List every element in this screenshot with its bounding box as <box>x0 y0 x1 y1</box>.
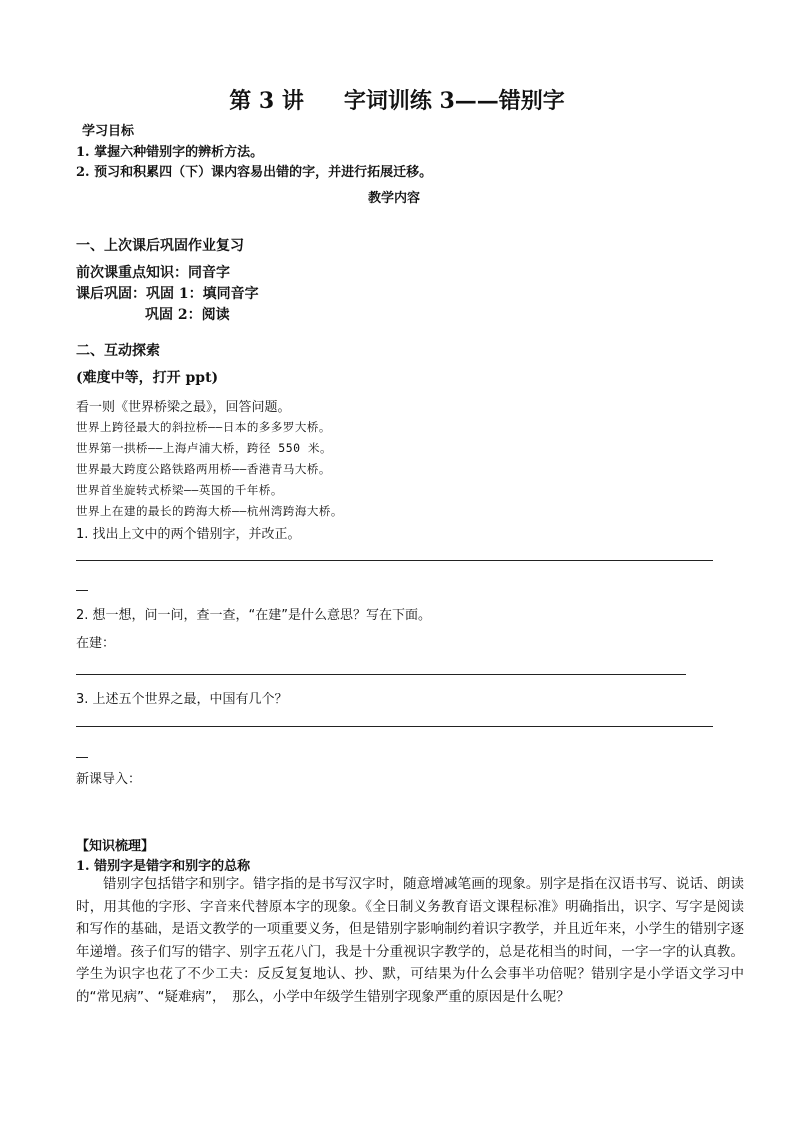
question-2: 2. 想一想，问一问，查一查，“在建”是什么意思？写在下面。 <box>76 608 432 623</box>
new-lesson-label: 新课导入： <box>76 772 142 787</box>
section1-heading: 一、上次课后巩固作业复习 <box>76 238 244 254</box>
section1-line-2: 课后巩固：巩固 1：填同音字 <box>76 286 259 302</box>
bridge-fact-3: 世界最大跨度公路铁路两用桥——香港青马大桥。 <box>76 462 331 476</box>
answer-line-1-dash <box>76 590 88 591</box>
section1-line-1: 前次课重点知识：同音字 <box>76 265 230 281</box>
objective-item-2: 2. 预习和积累四（下）课内容易出错的字，并进行拓展迁移。 <box>76 165 433 180</box>
bridge-fact-1: 世界上跨径最大的斜拉桥——日本的多多罗大桥。 <box>76 420 331 434</box>
answer-line-3 <box>76 726 713 727</box>
section2-heading: 二、互动探索 <box>76 343 160 359</box>
knowledge-paragraph: 错别字包括错字和别字。错字指的是书写汉字时，随意增减笔画的现象。别字是指在汉语书写、说话、朗读时，用其他的字形、字音来代替原本字的现象。《全日制义务教育语文课程标准》明确指出，识字、写字是阅读和写作的基础，是语文教学的一项重要义务，但是错别字影响制约着识字教学，并且近年来，小学生的错别字逐年递增。孩子们写的错字、别字五花八门，我是十分重视识字教学的，总是花相当的时间，一字一字的认真教。学生为识字也花了不少工夫：反反复复地认、抄、默，可结果为什么会事半功倍呢？错别字是小学语文学习中的“常见病”、“疑难病”， 那么，小学中年级学生错别字现象严重的原因是什么呢？ <box>76 876 744 1005</box>
bridge-fact-5: 世界上在建的最长的跨海大桥——杭州湾跨海大桥。 <box>76 504 343 518</box>
objectives-heading: 学习目标 <box>82 124 135 139</box>
question-1: 1. 找出上文中的两个错别字，并改正。 <box>76 527 301 542</box>
knowledge-subheading: 1. 错别字是错字和别字的总称 <box>76 859 251 874</box>
section2-note: (难度中等，打开 ppt) <box>76 370 219 386</box>
answer-line-1 <box>76 560 713 561</box>
lecture-topic: 字词训练 3——错别字 <box>343 88 565 114</box>
knowledge-heading: 【知识梳理】 <box>76 839 155 854</box>
bridge-fact-2: 世界第一拱桥——上海卢浦大桥，跨径 550 米。 <box>76 441 332 455</box>
question-3: 3. 上述五个世界之最，中国有几个？ <box>76 692 288 707</box>
lecture-number: 第 3 讲 <box>229 88 304 114</box>
answer-line-2 <box>76 674 686 675</box>
question-2-label: 在建： <box>76 636 116 651</box>
objective-item-1: 1. 掌握六种错别字的辨析方法。 <box>76 145 264 160</box>
bridge-fact-4: 世界首坐旋转式桥梁——英国的千年桥。 <box>76 483 283 497</box>
answer-line-3-dash <box>76 757 88 758</box>
section1-line-3: 巩固 2：阅读 <box>145 307 230 323</box>
content-heading: 教学内容 <box>368 191 421 206</box>
page-title <box>0 84 794 115</box>
section2-intro: 看一则《世界桥梁之最》，回答问题。 <box>76 400 291 415</box>
